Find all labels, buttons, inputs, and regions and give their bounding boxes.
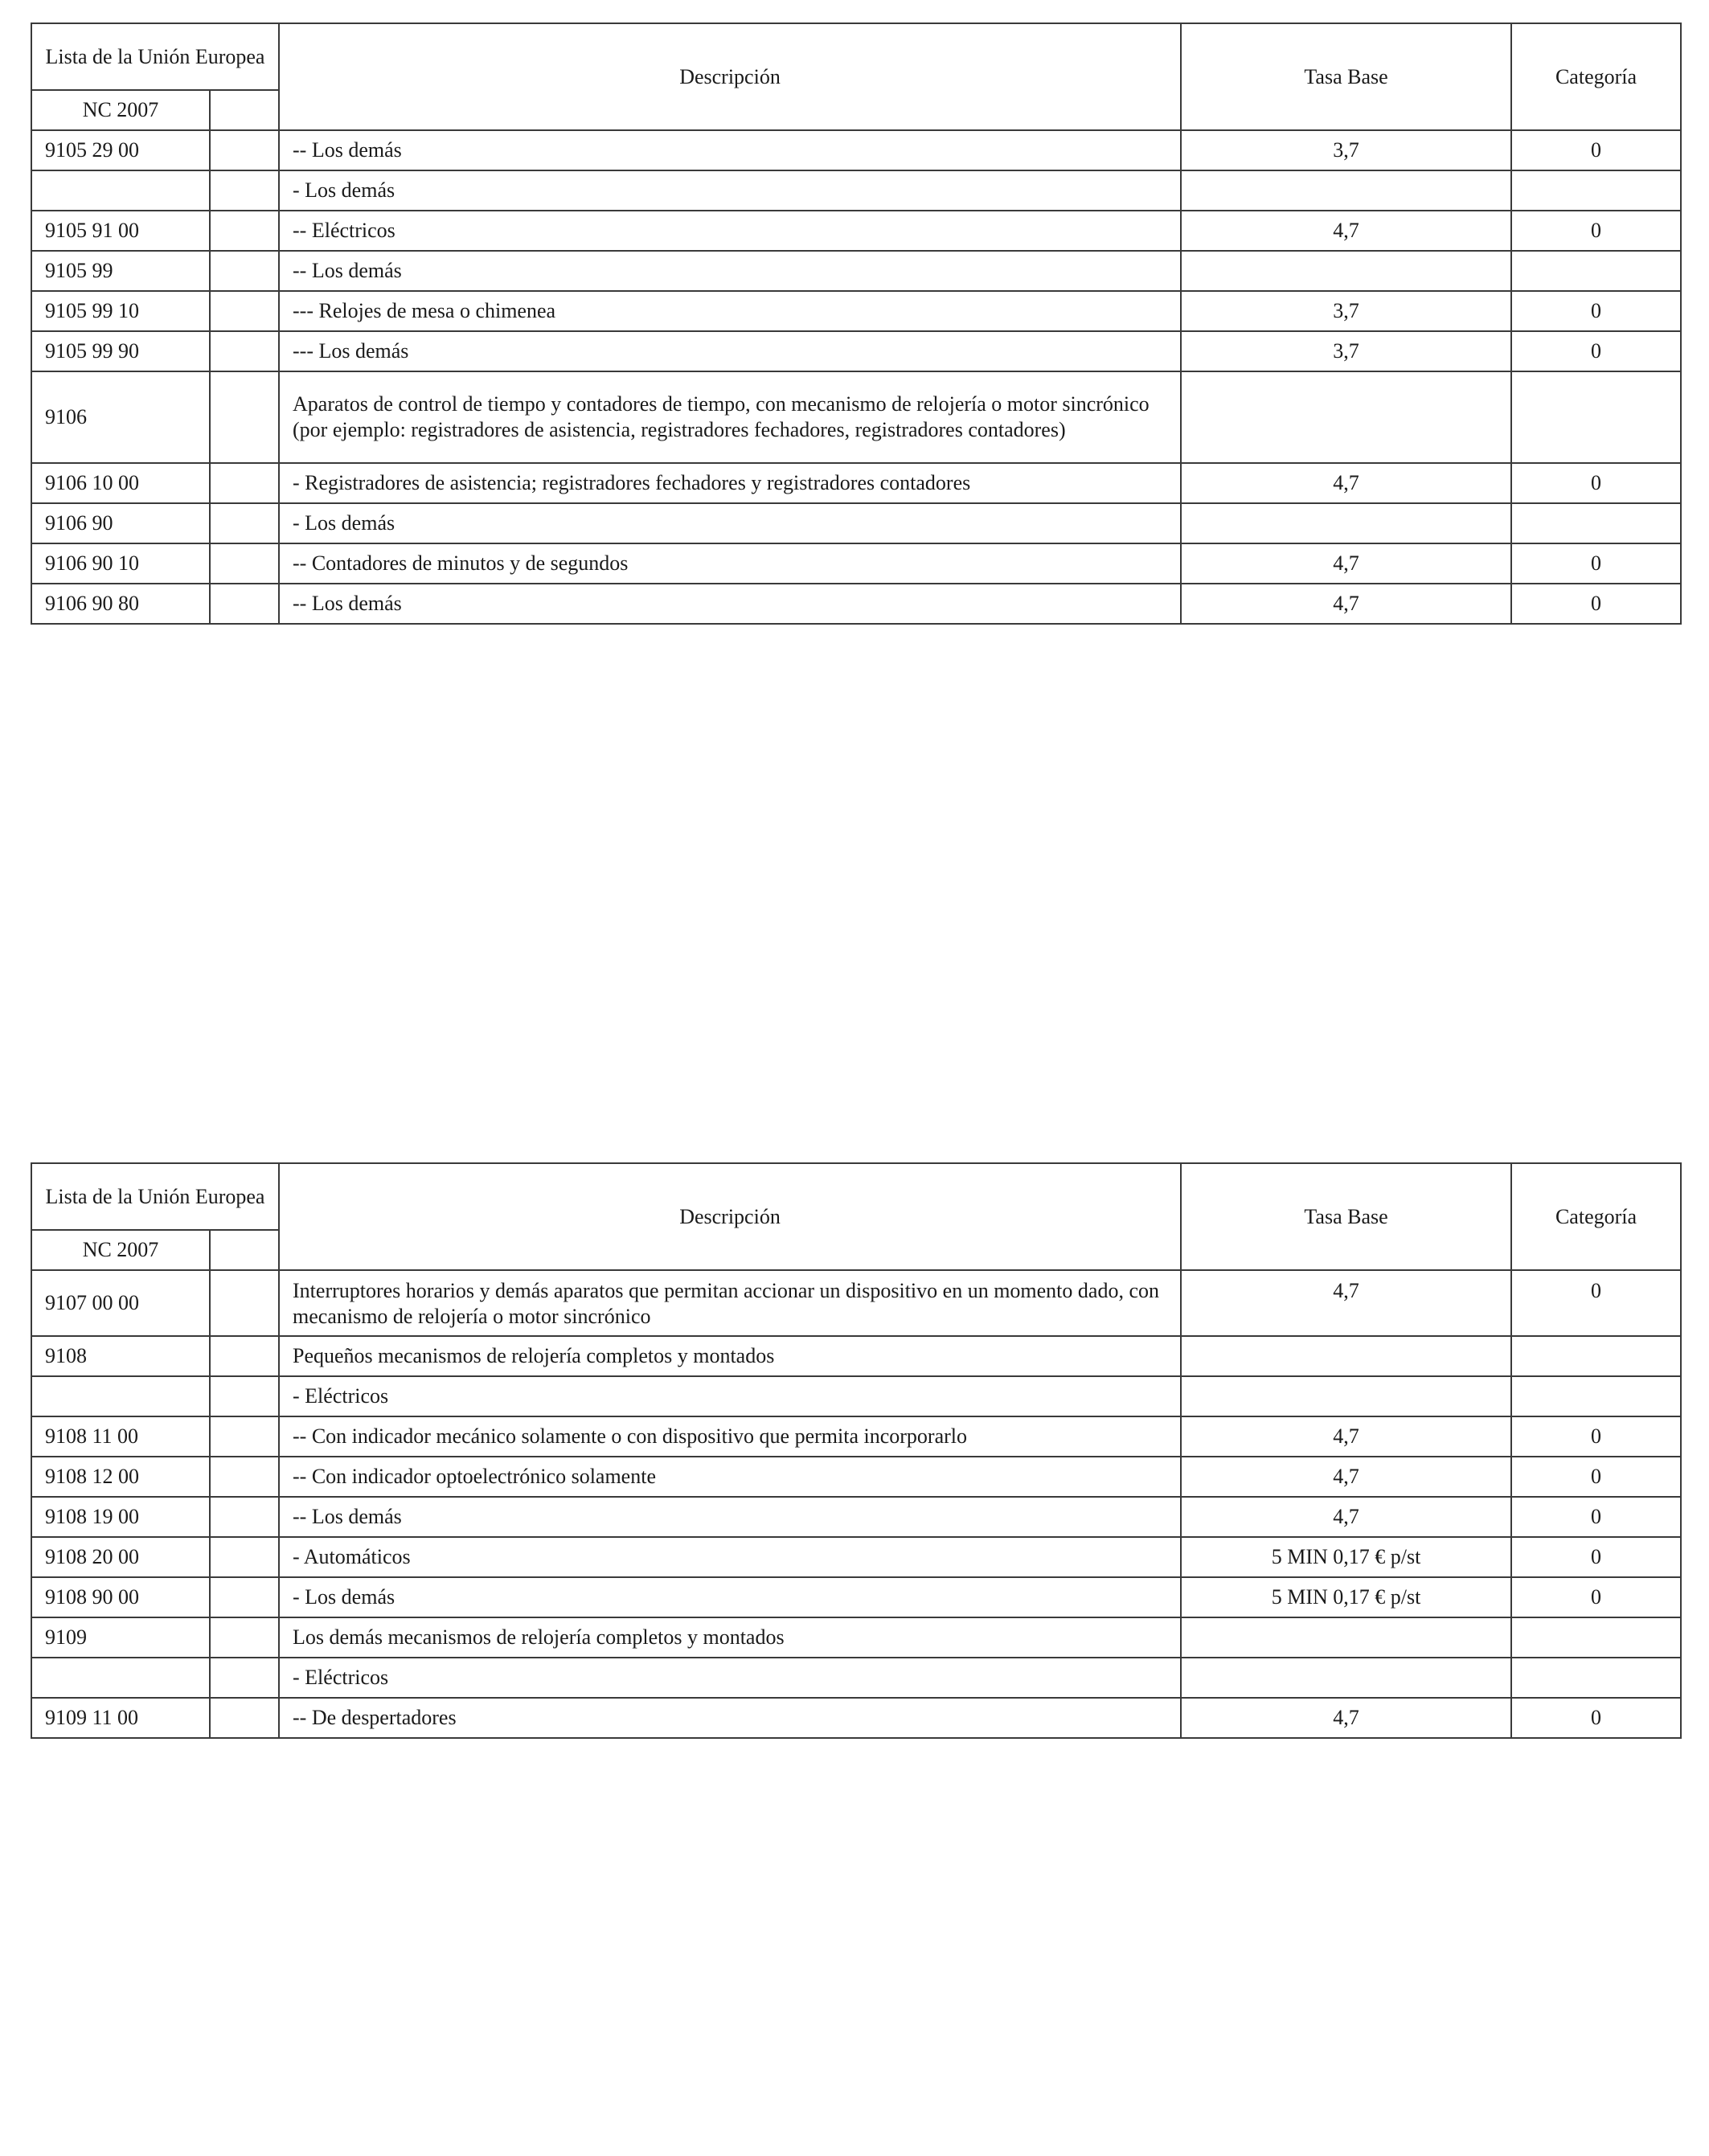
header-row: [31, 23, 1681, 90]
description-cell: -- Los demás: [279, 251, 1181, 291]
header-nc-cell: NC 2007: [31, 1230, 210, 1270]
sub-cell: [210, 1336, 279, 1376]
tasa-cell: 4,7: [1181, 1698, 1511, 1738]
code-cell: [31, 170, 210, 211]
description-cell: Pequeños mecanismos de relojería completos y montados: [279, 1336, 1181, 1376]
description-cell: - Los demás: [279, 503, 1181, 543]
description-cell: - Eléctricos: [279, 1658, 1181, 1698]
code-cell: 9106 90 80: [31, 584, 210, 624]
tasa-cell: [1181, 1658, 1511, 1698]
categoria-cell: 0: [1511, 463, 1681, 503]
description-cell: - Los demás: [279, 170, 1181, 211]
categoria-cell: 0: [1511, 331, 1681, 371]
categoria-cell: 0: [1511, 1497, 1681, 1537]
sub-cell: [210, 463, 279, 503]
sub-cell: [210, 1577, 279, 1617]
categoria-cell: 0: [1511, 1698, 1681, 1738]
code-cell: 9106 90: [31, 503, 210, 543]
header-tasa-cell: Tasa Base: [1181, 1163, 1511, 1270]
table-row: [31, 1698, 1681, 1738]
categoria-cell: [1511, 371, 1681, 463]
description-cell: Aparatos de control de tiempo y contadores de tiempo, con mecanismo de relojería o motor sincrónico (por ejemplo: registradores de asistencia, registradores fechadores, registradores contadores): [279, 371, 1181, 463]
table-row: [31, 1537, 1681, 1577]
tasa-cell: [1181, 1336, 1511, 1376]
sub-cell: [210, 584, 279, 624]
sub-cell: [210, 1497, 279, 1537]
tasa-cell: [1181, 1617, 1511, 1658]
sub-cell: [210, 130, 279, 170]
code-cell: 9109: [31, 1617, 210, 1658]
table-row: [31, 211, 1681, 251]
code-cell: 9106 10 00: [31, 463, 210, 503]
sub-cell: [210, 1376, 279, 1416]
code-cell: 9105 91 00: [31, 211, 210, 251]
description-cell: - Los demás: [279, 1577, 1181, 1617]
tasa-cell: 4,7: [1181, 1497, 1511, 1537]
header-nc-cell: NC 2007: [31, 90, 210, 130]
tasa-cell: 3,7: [1181, 130, 1511, 170]
tasa-cell: 4,7: [1181, 1416, 1511, 1457]
table-row: [31, 130, 1681, 170]
tasa-cell: 4,7: [1181, 584, 1511, 624]
description-cell: --- Los demás: [279, 331, 1181, 371]
header-tasa-cell: Tasa Base: [1181, 23, 1511, 130]
sub-cell: [210, 291, 279, 331]
code-cell: 9105 99: [31, 251, 210, 291]
code-cell: 9105 99 90: [31, 331, 210, 371]
description-cell: - Eléctricos: [279, 1376, 1181, 1416]
categoria-cell: 0: [1511, 211, 1681, 251]
tariff-table-2: [31, 1162, 1682, 1739]
table-row: [31, 1336, 1681, 1376]
table-row: [31, 543, 1681, 584]
table-row: [31, 251, 1681, 291]
description-cell: Los demás mecanismos de relojería completos y montados: [279, 1617, 1181, 1658]
table-row: [31, 331, 1681, 371]
categoria-cell: [1511, 170, 1681, 211]
header-categoria-cell: Categoría: [1511, 1163, 1681, 1270]
header-empty-cell: [210, 1230, 279, 1270]
description-cell: -- Contadores de minutos y de segundos: [279, 543, 1181, 584]
table-row: [31, 1416, 1681, 1457]
table-row: [31, 291, 1681, 331]
description-cell: -- De despertadores: [279, 1698, 1181, 1738]
sub-cell: [210, 331, 279, 371]
description-cell: -- Los demás: [279, 1497, 1181, 1537]
description-cell: Interruptores horarios y demás aparatos que permitan accionar un dispositivo en un momento dado, con mecanismo de relojería o motor sincrónico: [279, 1270, 1181, 1336]
sub-cell: [210, 1537, 279, 1577]
tasa-cell: [1181, 170, 1511, 211]
categoria-cell: [1511, 251, 1681, 291]
description-cell: - Automáticos: [279, 1537, 1181, 1577]
categoria-cell: [1511, 1658, 1681, 1698]
description-cell: -- Los demás: [279, 584, 1181, 624]
sub-cell: [210, 1270, 279, 1336]
header-empty-cell: [210, 90, 279, 130]
categoria-cell: [1511, 1376, 1681, 1416]
categoria-cell: [1511, 1617, 1681, 1658]
sub-cell: [210, 1416, 279, 1457]
tasa-cell: 5 MIN 0,17 € p/st: [1181, 1577, 1511, 1617]
description-cell: --- Relojes de mesa o chimenea: [279, 291, 1181, 331]
categoria-cell: [1511, 503, 1681, 543]
code-cell: 9108 20 00: [31, 1537, 210, 1577]
sub-cell: [210, 251, 279, 291]
sub-cell: [210, 503, 279, 543]
description-cell: -- Eléctricos: [279, 211, 1181, 251]
categoria-cell: 0: [1511, 543, 1681, 584]
sub-cell: [210, 1658, 279, 1698]
code-cell: [31, 1658, 210, 1698]
table-row: [31, 1270, 1681, 1336]
table-row: [31, 503, 1681, 543]
table-row: [31, 1376, 1681, 1416]
header-description-cell: Descripción: [279, 1163, 1181, 1270]
code-cell: 9107 00 00: [31, 1270, 210, 1336]
tasa-cell: 4,7: [1181, 1457, 1511, 1497]
sub-cell: [210, 211, 279, 251]
table-row: [31, 371, 1681, 463]
sub-cell: [210, 1617, 279, 1658]
tariff-table-1: [31, 23, 1682, 625]
tasa-cell: 4,7: [1181, 211, 1511, 251]
tasa-cell: [1181, 251, 1511, 291]
sub-cell: [210, 1698, 279, 1738]
code-cell: 9105 29 00: [31, 130, 210, 170]
code-cell: 9108 19 00: [31, 1497, 210, 1537]
header-description-cell: Descripción: [279, 23, 1181, 130]
sub-cell: [210, 170, 279, 211]
categoria-cell: [1511, 1336, 1681, 1376]
sub-cell: [210, 1457, 279, 1497]
description-cell: -- Los demás: [279, 130, 1181, 170]
code-cell: 9108: [31, 1336, 210, 1376]
description-cell: -- Con indicador mecánico solamente o con dispositivo que permita incorporarlo: [279, 1416, 1181, 1457]
categoria-cell: 0: [1511, 130, 1681, 170]
tasa-cell: [1181, 1376, 1511, 1416]
sub-cell: [210, 371, 279, 463]
code-cell: 9106 90 10: [31, 543, 210, 584]
code-cell: [31, 1376, 210, 1416]
categoria-cell: 0: [1511, 1577, 1681, 1617]
tasa-cell: 4,7: [1181, 543, 1511, 584]
categoria-cell: 0: [1511, 584, 1681, 624]
header-categoria-cell: Categoría: [1511, 23, 1681, 130]
table-row: [31, 1577, 1681, 1617]
table-row: [31, 1497, 1681, 1537]
tasa-cell: 3,7: [1181, 331, 1511, 371]
tasa-cell: [1181, 371, 1511, 463]
header-list-cell: Lista de la Unión Europea: [31, 23, 279, 90]
table-row: [31, 463, 1681, 503]
code-cell: 9105 99 10: [31, 291, 210, 331]
table-row: [31, 1457, 1681, 1497]
code-cell: 9108 12 00: [31, 1457, 210, 1497]
table-row: [31, 1617, 1681, 1658]
header-row: [31, 1163, 1681, 1230]
table-row: [31, 1658, 1681, 1698]
categoria-cell: 0: [1511, 1416, 1681, 1457]
categoria-cell: 0: [1511, 1537, 1681, 1577]
table-row: [31, 584, 1681, 624]
categoria-cell: 0: [1511, 291, 1681, 331]
code-cell: 9109 11 00: [31, 1698, 210, 1738]
tasa-cell: 3,7: [1181, 291, 1511, 331]
description-cell: -- Con indicador optoelectrónico solamente: [279, 1457, 1181, 1497]
tasa-cell: 4,7: [1181, 463, 1511, 503]
categoria-cell: 0: [1511, 1457, 1681, 1497]
table-row: [31, 170, 1681, 211]
tasa-cell: [1181, 503, 1511, 543]
tasa-cell: 5 MIN 0,17 € p/st: [1181, 1537, 1511, 1577]
sub-cell: [210, 543, 279, 584]
tasa-cell: 4,7: [1181, 1270, 1511, 1336]
description-cell: - Registradores de asistencia; registradores fechadores y registradores contadores: [279, 463, 1181, 503]
code-cell: 9108 11 00: [31, 1416, 210, 1457]
code-cell: 9106: [31, 371, 210, 463]
code-cell: 9108 90 00: [31, 1577, 210, 1617]
header-list-cell: Lista de la Unión Europea: [31, 1163, 279, 1230]
categoria-cell: 0: [1511, 1270, 1681, 1336]
